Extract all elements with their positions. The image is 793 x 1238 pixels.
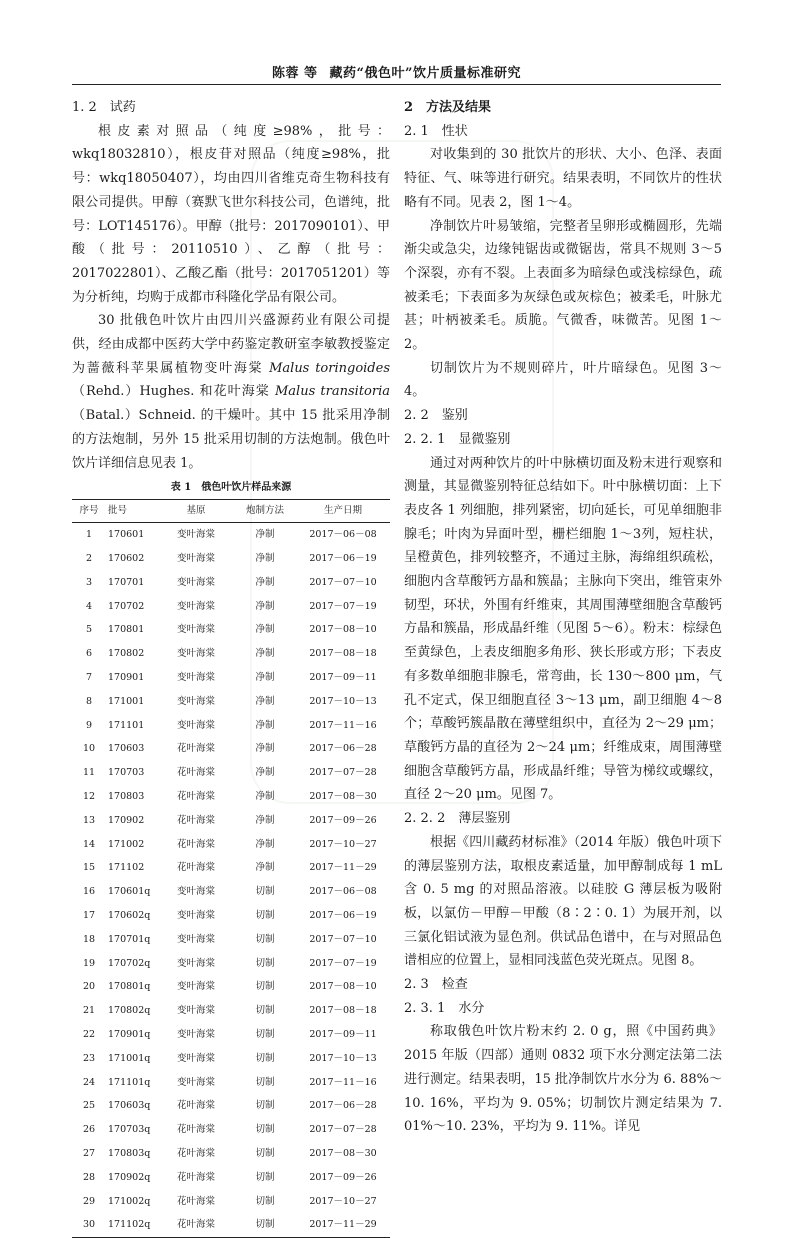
col-header: 生产日期: [323, 505, 362, 517]
table-cell: 170803q: [108, 1147, 151, 1159]
col-header: 批号: [108, 505, 128, 517]
table-cell: 20: [82, 981, 96, 993]
table-cell: 2017－09－26: [309, 1171, 377, 1183]
table-row: [72, 737, 390, 761]
table-row: [72, 1094, 390, 1118]
table-cell: 23: [82, 1052, 96, 1064]
section-2-2-2-heading: 2. 2. 2 薄层鉴别: [404, 811, 511, 827]
table-cell: 170602: [108, 553, 145, 565]
table-cell: 切制: [255, 1028, 275, 1040]
table-row: [72, 928, 390, 952]
table-cell: 170802q: [108, 1005, 151, 1017]
header-authors: 陈蓉 等: [272, 66, 318, 81]
table-row: [72, 999, 390, 1023]
table-cell: 17: [82, 910, 96, 921]
table-row: [72, 642, 390, 666]
table-body: [72, 523, 390, 1238]
table-row: [72, 1118, 390, 1142]
table-cell: 2017－08－30: [309, 791, 377, 803]
table-cell: 2017－06－28: [309, 1100, 377, 1112]
table-cell: 27: [82, 1147, 96, 1159]
table-cell: 2017－06－19: [309, 910, 377, 921]
table-cell: 花叶海棠: [176, 838, 215, 850]
table-cell: 2017－07－19: [309, 600, 377, 612]
table-cell: 170703: [108, 767, 145, 779]
table-row: [72, 1166, 390, 1190]
table-cell: 净制: [255, 529, 275, 541]
table-row: [72, 975, 390, 999]
table-row: [72, 1190, 390, 1214]
table-cell: 切制: [255, 1076, 275, 1088]
table-cell: 切制: [255, 933, 275, 945]
table-cell: 9: [85, 719, 93, 731]
table-cell: 2017－06－08: [309, 886, 377, 898]
table-cell: 13: [82, 814, 96, 826]
table-cell: 花叶海棠: [176, 767, 215, 779]
table-cell: 变叶海棠: [176, 553, 215, 565]
table-cell: 2017－08－18: [309, 648, 377, 660]
table-cell: 24: [82, 1076, 96, 1088]
table-caption: 表 1 俄色叶饮片样品来源: [170, 482, 292, 494]
col-header: 序号: [79, 505, 99, 517]
section-2-1-heading: 2. 1 性状: [404, 123, 468, 139]
table-cell: 2017－08－30: [309, 1147, 377, 1159]
table-cell: 变叶海棠: [176, 1052, 215, 1064]
table-cell: 2017－11－16: [309, 719, 377, 731]
table-cell: 22: [82, 1028, 96, 1040]
table-cell: 170701q: [108, 933, 151, 945]
section-2-3-1-heading: 2. 3. 1 水分: [404, 1000, 485, 1016]
table-cell: 净制: [255, 814, 275, 826]
table-cell: 变叶海棠: [176, 648, 215, 660]
table-cell: 花叶海棠: [176, 1147, 215, 1159]
table-cell: 切制: [255, 981, 275, 993]
table-cell: 花叶海棠: [176, 1195, 215, 1207]
table-cell: 切制: [255, 1195, 275, 1207]
table-cell: 净制: [255, 648, 275, 660]
table-cell: 2017－09－11: [309, 1028, 377, 1040]
table-cell: 净制: [255, 600, 275, 612]
header-title: 藏药“俄色叶”饮片质量标准研究: [329, 66, 521, 81]
table-row: [72, 880, 390, 904]
table-row: [72, 904, 390, 928]
table-cell: 切制: [255, 1219, 275, 1231]
table-cell: 变叶海棠: [176, 719, 215, 731]
table-row: [72, 1047, 390, 1071]
table-cell: 170603q: [108, 1100, 151, 1112]
table-cell: 171001q: [108, 1052, 151, 1064]
moisture-paragraph: 称取俄色叶饮片粉末约 2. 0 g，照《中国药典》2015 年版（四部）通则 0832 项下水分测定法第二法进行测定。结果表明，15 批净制饮片水分为 6. 88%～10. 16%，平均为 9. 05%；切制饮片测定结果为 7. 01%～10. 23%，平均为 9. 11%。详见: [404, 1024, 722, 1135]
table-cell: 切制: [255, 1171, 275, 1183]
table-cell: 切制: [255, 910, 275, 921]
species-name-2: Malus transitoria: [274, 384, 390, 400]
table-cell: 170602q: [108, 910, 151, 921]
table-cell: 净制: [255, 838, 275, 850]
table-cell: 2017－11－16: [309, 1076, 377, 1088]
table-cell: 变叶海棠: [176, 910, 215, 921]
table-row: [72, 547, 390, 571]
table-cell: 净制: [255, 553, 275, 565]
table-cell: 切制: [255, 1147, 275, 1159]
table-row: [72, 618, 390, 642]
table-cell: 变叶海棠: [176, 600, 215, 612]
table-cell: 花叶海棠: [176, 1219, 215, 1231]
table-cell: 171101q: [108, 1076, 151, 1088]
table-cell: 170703q: [108, 1124, 151, 1136]
table-cell: 170801q: [108, 981, 151, 993]
table-cell: 变叶海棠: [176, 576, 215, 588]
table-cell: 170801: [108, 624, 145, 636]
table-cell: 花叶海棠: [176, 791, 215, 803]
section-2-2-1-heading: 2. 2. 1 显微鉴别: [404, 431, 511, 447]
table-cell: 10: [82, 743, 96, 755]
table-cell: 变叶海棠: [176, 886, 215, 898]
table-cell: 花叶海棠: [176, 814, 215, 826]
table-row: [72, 1213, 390, 1237]
table-cell: 3: [85, 576, 93, 588]
table-cell: 171102q: [108, 1219, 151, 1231]
samples-paragraph: [72, 309, 390, 475]
table-row: [72, 523, 390, 547]
table-cell: 2017－07－28: [309, 767, 377, 779]
table-cell: 2017－10－13: [309, 695, 377, 707]
table-cell: 170902: [108, 814, 145, 826]
table-cell: 净制: [255, 767, 275, 779]
table-row: [72, 690, 390, 714]
table-cell: 切制: [255, 957, 275, 969]
table-cell: 变叶海棠: [176, 695, 215, 707]
table-cell: 切制: [255, 1005, 275, 1017]
table-cell: 净制: [255, 719, 275, 731]
section-2-heading: 2 方法及结果: [404, 100, 492, 115]
table-cell: 花叶海棠: [176, 743, 215, 755]
table-cell: 8: [85, 695, 93, 707]
table-cell: 2017－08－10: [309, 981, 377, 993]
table-cell: 2017－11－29: [309, 1219, 377, 1231]
traits-paragraph-1: 对收集到的 30 批饮片的形状、大小、色泽、表面特征、气、味等进行研究。结果表明，不同饮片的性状略有不同。见表 2，图 1～4。: [404, 147, 722, 210]
table-row: [72, 571, 390, 595]
table-cell: 2: [85, 553, 93, 565]
table-cell: 170601q: [108, 886, 151, 898]
table-cell: 19: [82, 957, 96, 969]
table-cell: 28: [82, 1171, 96, 1183]
table-cell: 2017－10－27: [309, 1195, 377, 1207]
table-cell: 2017－06－19: [309, 553, 377, 565]
table-row: [72, 714, 390, 738]
table-row: [72, 1142, 390, 1166]
species-name-1: Malus toringoides: [269, 360, 390, 376]
table-row: [72, 785, 390, 809]
table-cell: 171002q: [108, 1195, 151, 1207]
table-row: [72, 595, 390, 619]
table-cell: 变叶海棠: [176, 672, 215, 684]
table-cell: 2017－11－29: [309, 862, 377, 874]
table-cell: 切制: [255, 1100, 275, 1112]
section-1-2-heading: 1. 2 试药: [72, 100, 136, 115]
col-header: 炮制方法: [245, 505, 284, 517]
table-cell: 11: [82, 767, 96, 779]
traits-paragraph-2: 净制饮片叶易皱缩，完整者呈卵形或椭圆形，先端渐尖或急尖，边缘钝锯齿或微锯齿，常具不规则 3～5 个深裂，亦有不裂。上表面多为暗绿色或浅棕绿色，疏被柔毛；下表面多为灰绿色或灰棕色；被柔毛，叶脉尤甚；叶柄被柔毛。质脆。气微香，味微苦。见图 1～2。: [404, 218, 722, 353]
table-cell: 170803: [108, 791, 145, 803]
reagents-paragraph: 根皮素对照品（纯度≥98%，批号：wkq18032810），根皮苷对照品（纯度≥98%，批号：wkq18050407），均由四川省维克奇生物科技有限公司提供。甲醇（赛默飞世尔科技公司，色谱纯，批号：LOT145176）。甲醇（批号：2017090101）、甲酸（批号：20110510）、乙醇（批号：2017022801）、乙酸乙酯（批号：2017051201）等为分析纯，均购于成都市科隆化学品有限公司。: [72, 123, 390, 305]
table-cell: 2017－08－10: [309, 624, 377, 636]
table-cell: 变叶海棠: [176, 1076, 215, 1088]
table-cell: 170901q: [108, 1028, 151, 1040]
table-cell: 2017－07－28: [309, 1124, 377, 1136]
table-row: [72, 761, 390, 785]
table-row: [72, 666, 390, 690]
table-cell: 切制: [255, 1124, 275, 1136]
table-cell: 净制: [255, 695, 275, 707]
table-cell: 净制: [255, 672, 275, 684]
section-2-3-heading: 2. 3 检查: [404, 977, 468, 993]
table-cell: 1: [85, 529, 93, 541]
table-cell: 变叶海棠: [176, 1028, 215, 1040]
table-cell: 5: [85, 624, 93, 636]
table-cell: 2017－10－13: [309, 1052, 377, 1064]
table-cell: 4: [85, 600, 93, 612]
table-cell: 26: [82, 1124, 96, 1136]
table-cell: 净制: [255, 624, 275, 636]
table-cell: 2017－09－11: [309, 672, 377, 684]
table-cell: 2017－08－18: [309, 1005, 377, 1017]
table-cell: 171001: [108, 695, 145, 707]
col-header: 基原: [186, 505, 206, 517]
table-cell: 切制: [255, 886, 275, 898]
table-cell: 171002: [108, 838, 145, 850]
table-row: [72, 856, 390, 880]
table-cell: 6: [85, 648, 93, 660]
table-row: [72, 809, 390, 833]
samples-text-a: 30 批俄色叶饮片由四川兴盛源药业有限公司提供，经由成都中医药大学中药鉴定教研室李敏教授鉴定为蔷薇科苹果属植物变叶海棠: [72, 313, 390, 376]
table-row: [72, 1023, 390, 1047]
table-cell: 2017－06－28: [309, 743, 377, 755]
table-row: [72, 1071, 390, 1095]
table-cell: 切制: [255, 1052, 275, 1064]
table-cell: 变叶海棠: [176, 624, 215, 636]
table-cell: 15: [82, 862, 96, 874]
table-cell: 170702: [108, 600, 145, 612]
table-cell: 170603: [108, 743, 145, 755]
samples-text-b: （Rehd.）Hughes. 和花叶海棠: [72, 384, 275, 400]
table-row: [72, 833, 390, 857]
tlc-paragraph: 根据《四川藏药材标准》（2014 年版）俄色叶项下的薄层鉴别方法，取根皮素适量，加甲醇制成每 1 mL 含 0. 5 mg 的对照品溶液。以硅胶 G 薄层板为吸附板，以氯仿－甲醇－甲酸（8∶2∶0. 1）为展开剂，以三氯化铝试液为显色剂。供试品色谱中，在与对照品色谱相应的位置上，显相同浅蓝色荧光斑点。见图 8。: [404, 834, 722, 969]
microscopy-paragraph: 通过对两种饮片的叶中脉横切面及粉末进行观察和测量，其显微鉴别特征总结如下。叶中脉横切面：上下表皮各 1 列细胞，排列紧密，切向延长，可见单细胞非腺毛；叶肉为异面叶型，栅栏细胞 1～3列，短柱状，呈橙黄色，排列较整齐，不通过主脉，海绵组织疏松，细胞内含草酸钙方晶和簇晶；主脉向下突出，维管束外韧型，环状，外围有纤维束，其周围薄壁细胞含草酸钙方晶和簇晶，形成晶纤维（见图 5～6）。粉末：棕绿色至黄绿色，上表皮细胞多角形、狭长形或方形；下表皮有多数单细胞非腺毛，常弯曲，长 130～800 μm，气孔不定式，保卫细胞直径 3～13 μm，副卫细胞 4～8 个；草酸钙簇晶散在薄壁组织中，直径为 2～29 μm；草酸钙方晶的直径为 2～24 μm；纤维成束，周围薄壁细胞含草酸钙方晶，形成晶纤维；导管为梯纹或螺纹，直径 2～20 μm。见图 7。: [404, 455, 722, 803]
section-2-2-heading: 2. 2 鉴别: [404, 408, 468, 424]
table-cell: 变叶海棠: [176, 933, 215, 945]
table-cell: 2017－07－10: [309, 576, 377, 588]
table-cell: 170802: [108, 648, 145, 660]
sample-table: [72, 499, 390, 1238]
table-cell: 净制: [255, 791, 275, 803]
table-cell: 7: [85, 672, 93, 684]
table-cell: 171101: [108, 719, 145, 731]
table-row: [72, 952, 390, 976]
traits-paragraph-3: 切制饮片为不规则碎片，叶片暗绿色。见图 3～4。: [404, 360, 722, 400]
table-cell: 2017－07－19: [309, 957, 377, 969]
table-header-row: [72, 500, 390, 523]
table-cell: 170902q: [108, 1171, 151, 1183]
table-cell: 30: [82, 1219, 96, 1231]
table-cell: 花叶海棠: [176, 1124, 215, 1136]
table-cell: 21: [82, 1005, 96, 1017]
samples-text-c: （Batal.）Schneid. 的干燥叶。其中 15 批采用净制的方法炮制，另外 15 批采用切制的方法炮制。俄色叶饮片详细信息见表 1。: [72, 408, 390, 471]
table-cell: 变叶海棠: [176, 529, 215, 541]
table-cell: 2017－10－27: [309, 838, 377, 850]
table-cell: 2017－07－10: [309, 933, 377, 945]
table-cell: 14: [82, 838, 96, 850]
running-header: [72, 62, 721, 85]
table-cell: 171102: [108, 862, 145, 874]
table-cell: 净制: [255, 862, 275, 874]
table-cell: 29: [82, 1195, 96, 1207]
left-column: [72, 96, 390, 1238]
table-cell: 净制: [255, 743, 275, 755]
table-cell: 12: [82, 791, 96, 803]
table-cell: 25: [82, 1100, 96, 1112]
table-cell: 花叶海棠: [176, 862, 215, 874]
table-cell: 170601: [108, 529, 145, 541]
table-cell: 16: [82, 886, 96, 898]
table-cell: 净制: [255, 576, 275, 588]
table-cell: 变叶海棠: [176, 957, 215, 969]
table-cell: 170701: [108, 576, 145, 588]
table-cell: 18: [82, 933, 96, 945]
table-cell: 变叶海棠: [176, 981, 215, 993]
right-column: [404, 96, 722, 1139]
table-cell: 170702q: [108, 957, 151, 969]
table-cell: 花叶海棠: [176, 1171, 215, 1183]
table-cell: 170901: [108, 672, 145, 684]
table-cell: 2017－09－26: [309, 814, 377, 826]
table-cell: 变叶海棠: [176, 1005, 215, 1017]
table-cell: 2017－06－08: [309, 529, 377, 541]
table-cell: 花叶海棠: [176, 1100, 215, 1112]
